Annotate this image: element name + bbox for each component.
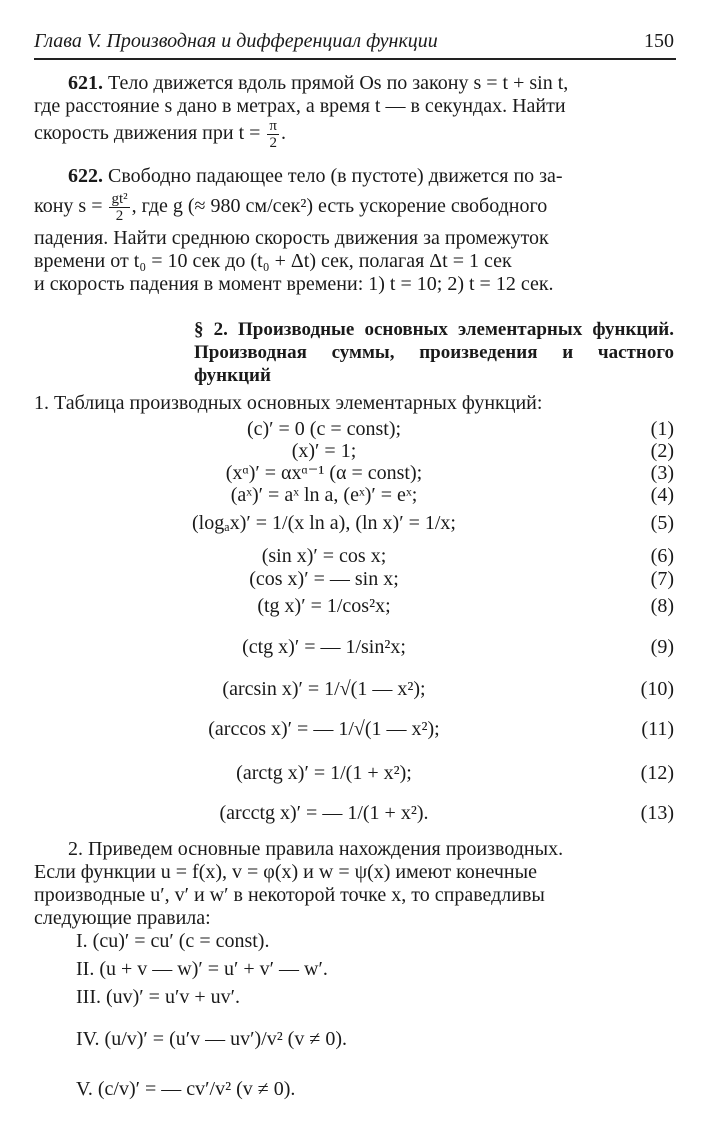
equation-number: (13)	[640, 802, 674, 824]
rule-row	[76, 1064, 347, 1114]
problem-text-line: времени от t₀ = 10 сек до (t₀ + Δt) сек, полагая Δt = 1 сек	[34, 250, 512, 272]
rule-formula: (cu)′ = cu′ (c = const).	[92, 930, 270, 952]
equation-number: (7)	[650, 568, 674, 590]
text-fragment: .	[281, 122, 286, 145]
rule-row	[76, 958, 347, 986]
page-number: 150	[644, 30, 674, 52]
formula-expression: (logₐx)′ = 1/(x ln a), (ln x)′ = 1/x;	[192, 512, 456, 534]
problem-text-line: падения. Найти среднюю скорость движения за промежуток	[34, 227, 549, 249]
equation-number: (9)	[650, 636, 674, 658]
rules-intro	[34, 838, 674, 930]
chapter-title: Глава V. Производная и дифференциал функции	[34, 30, 438, 52]
rule-label: I.	[76, 930, 88, 952]
formula-row	[34, 568, 674, 596]
rules-intro-line: производные u′, v′ и w′ в некоторой точке x, то справедливы	[34, 884, 545, 906]
rule-label: IV.	[76, 1028, 100, 1050]
formula-expression: (xᵅ)′ = αxᵅ⁻¹ (α = const);	[225, 462, 423, 484]
formula-row	[34, 718, 674, 746]
formula-expression: (cos x)′ = — sin x;	[249, 568, 399, 590]
rule-formula: (uv)′ = u′v + uv′.	[105, 986, 240, 1008]
problem-text-line: и скорость падения в момент времени: 1) t = 10; 2) t = 12 сек.	[34, 273, 554, 295]
equation-number: (12)	[640, 762, 674, 784]
equation-number: (3)	[650, 462, 674, 484]
equation-number: (11)	[641, 718, 674, 740]
problem-text-line: Тело движется вдоль прямой Os по закону s = t + sin t,	[108, 72, 569, 94]
problem-number: 622.	[68, 165, 103, 187]
differentiation-rules	[76, 930, 347, 1114]
formula-row	[34, 512, 674, 540]
equation-number: (10)	[640, 678, 674, 700]
rules-intro-line: следующие правила:	[34, 907, 211, 929]
rule-row	[76, 986, 347, 1014]
problem-text-line	[34, 191, 674, 224]
formula-row	[34, 484, 674, 512]
formula-row	[34, 678, 674, 706]
denominator: 2	[115, 208, 124, 224]
rule-formula: (u + v — w)′ = u′ + v′ — w′.	[99, 958, 328, 980]
formula-expression: (x)′ = 1;	[291, 440, 357, 462]
table-intro: 1. Таблица производных основных элементарных функций:	[34, 392, 543, 414]
equation-number: (4)	[650, 484, 674, 506]
equation-number: (1)	[650, 418, 674, 440]
problem-number: 621.	[68, 72, 103, 94]
formula-expression: (arcsin x)′ = 1/√(1 — x²);	[222, 678, 426, 700]
problem-621	[34, 72, 674, 151]
text-fragment: скорость движения при t =	[34, 122, 261, 145]
rule-label: III.	[76, 986, 101, 1008]
problem-text-line: Свободно падающее тело (в пустоте) движется по за-	[108, 165, 563, 187]
numerator: π	[269, 118, 277, 134]
rule-formula: (c/v)′ = — cv′/v² (v ≠ 0).	[97, 1078, 296, 1100]
formula-expression: (ctg x)′ = — 1/sin²x;	[242, 636, 406, 658]
rule-formula: (u/v)′ = (u′v — uv′)/v² (v ≠ 0).	[104, 1028, 347, 1050]
problem-text-line: где расстояние s дано в метрах, а время t — в секундах. Найти	[34, 95, 566, 117]
equation-number: (5)	[650, 512, 674, 534]
problem-622	[34, 165, 674, 296]
rule-row	[76, 930, 347, 958]
formula-expression: (sin x)′ = cos x;	[261, 545, 387, 567]
equation-number: (2)	[650, 440, 674, 462]
numerator: gt²	[111, 191, 128, 207]
problem-text-line	[34, 118, 674, 151]
formula-expression: (arctg x)′ = 1/(1 + x²);	[236, 762, 412, 784]
formula-row	[34, 595, 674, 623]
running-header	[34, 28, 676, 60]
formula-expression: (tg x)′ = 1/cos²x;	[257, 595, 391, 617]
denominator: 2	[269, 135, 277, 151]
formula-expression: (arccos x)′ = — 1/√(1 — x²);	[208, 718, 440, 740]
fraction	[109, 191, 129, 224]
rule-label: II.	[76, 958, 95, 980]
equation-number: (8)	[650, 595, 674, 617]
formula-expression: (c)′ = 0 (c = const);	[246, 418, 402, 440]
formula-row	[34, 802, 674, 830]
rules-intro-line: Если функции u = f(x), v = φ(x) и w = ψ(x) имеют конечные	[34, 861, 537, 883]
text-fragment: кону s =	[34, 195, 103, 218]
formula-row	[34, 762, 674, 790]
formula-row	[34, 636, 674, 664]
fraction	[267, 118, 279, 151]
formula-expression: (arcctg x)′ = — 1/(1 + x²).	[219, 802, 429, 824]
section-heading: § 2. Производные основных элементарных функций. Производная суммы, произведения и частного функций	[194, 319, 674, 386]
rule-row	[76, 1014, 347, 1064]
equation-number: (6)	[650, 545, 674, 567]
rules-intro-line: 2. Приведем основные правила нахождения производных.	[68, 838, 564, 860]
formula-expression: (aˣ)′ = aˣ ln a, (eˣ)′ = eˣ;	[230, 484, 418, 506]
rule-label: V.	[76, 1078, 93, 1100]
text-fragment: , где g (≈ 980 см/сек²) есть ускорение свободного	[131, 195, 548, 218]
